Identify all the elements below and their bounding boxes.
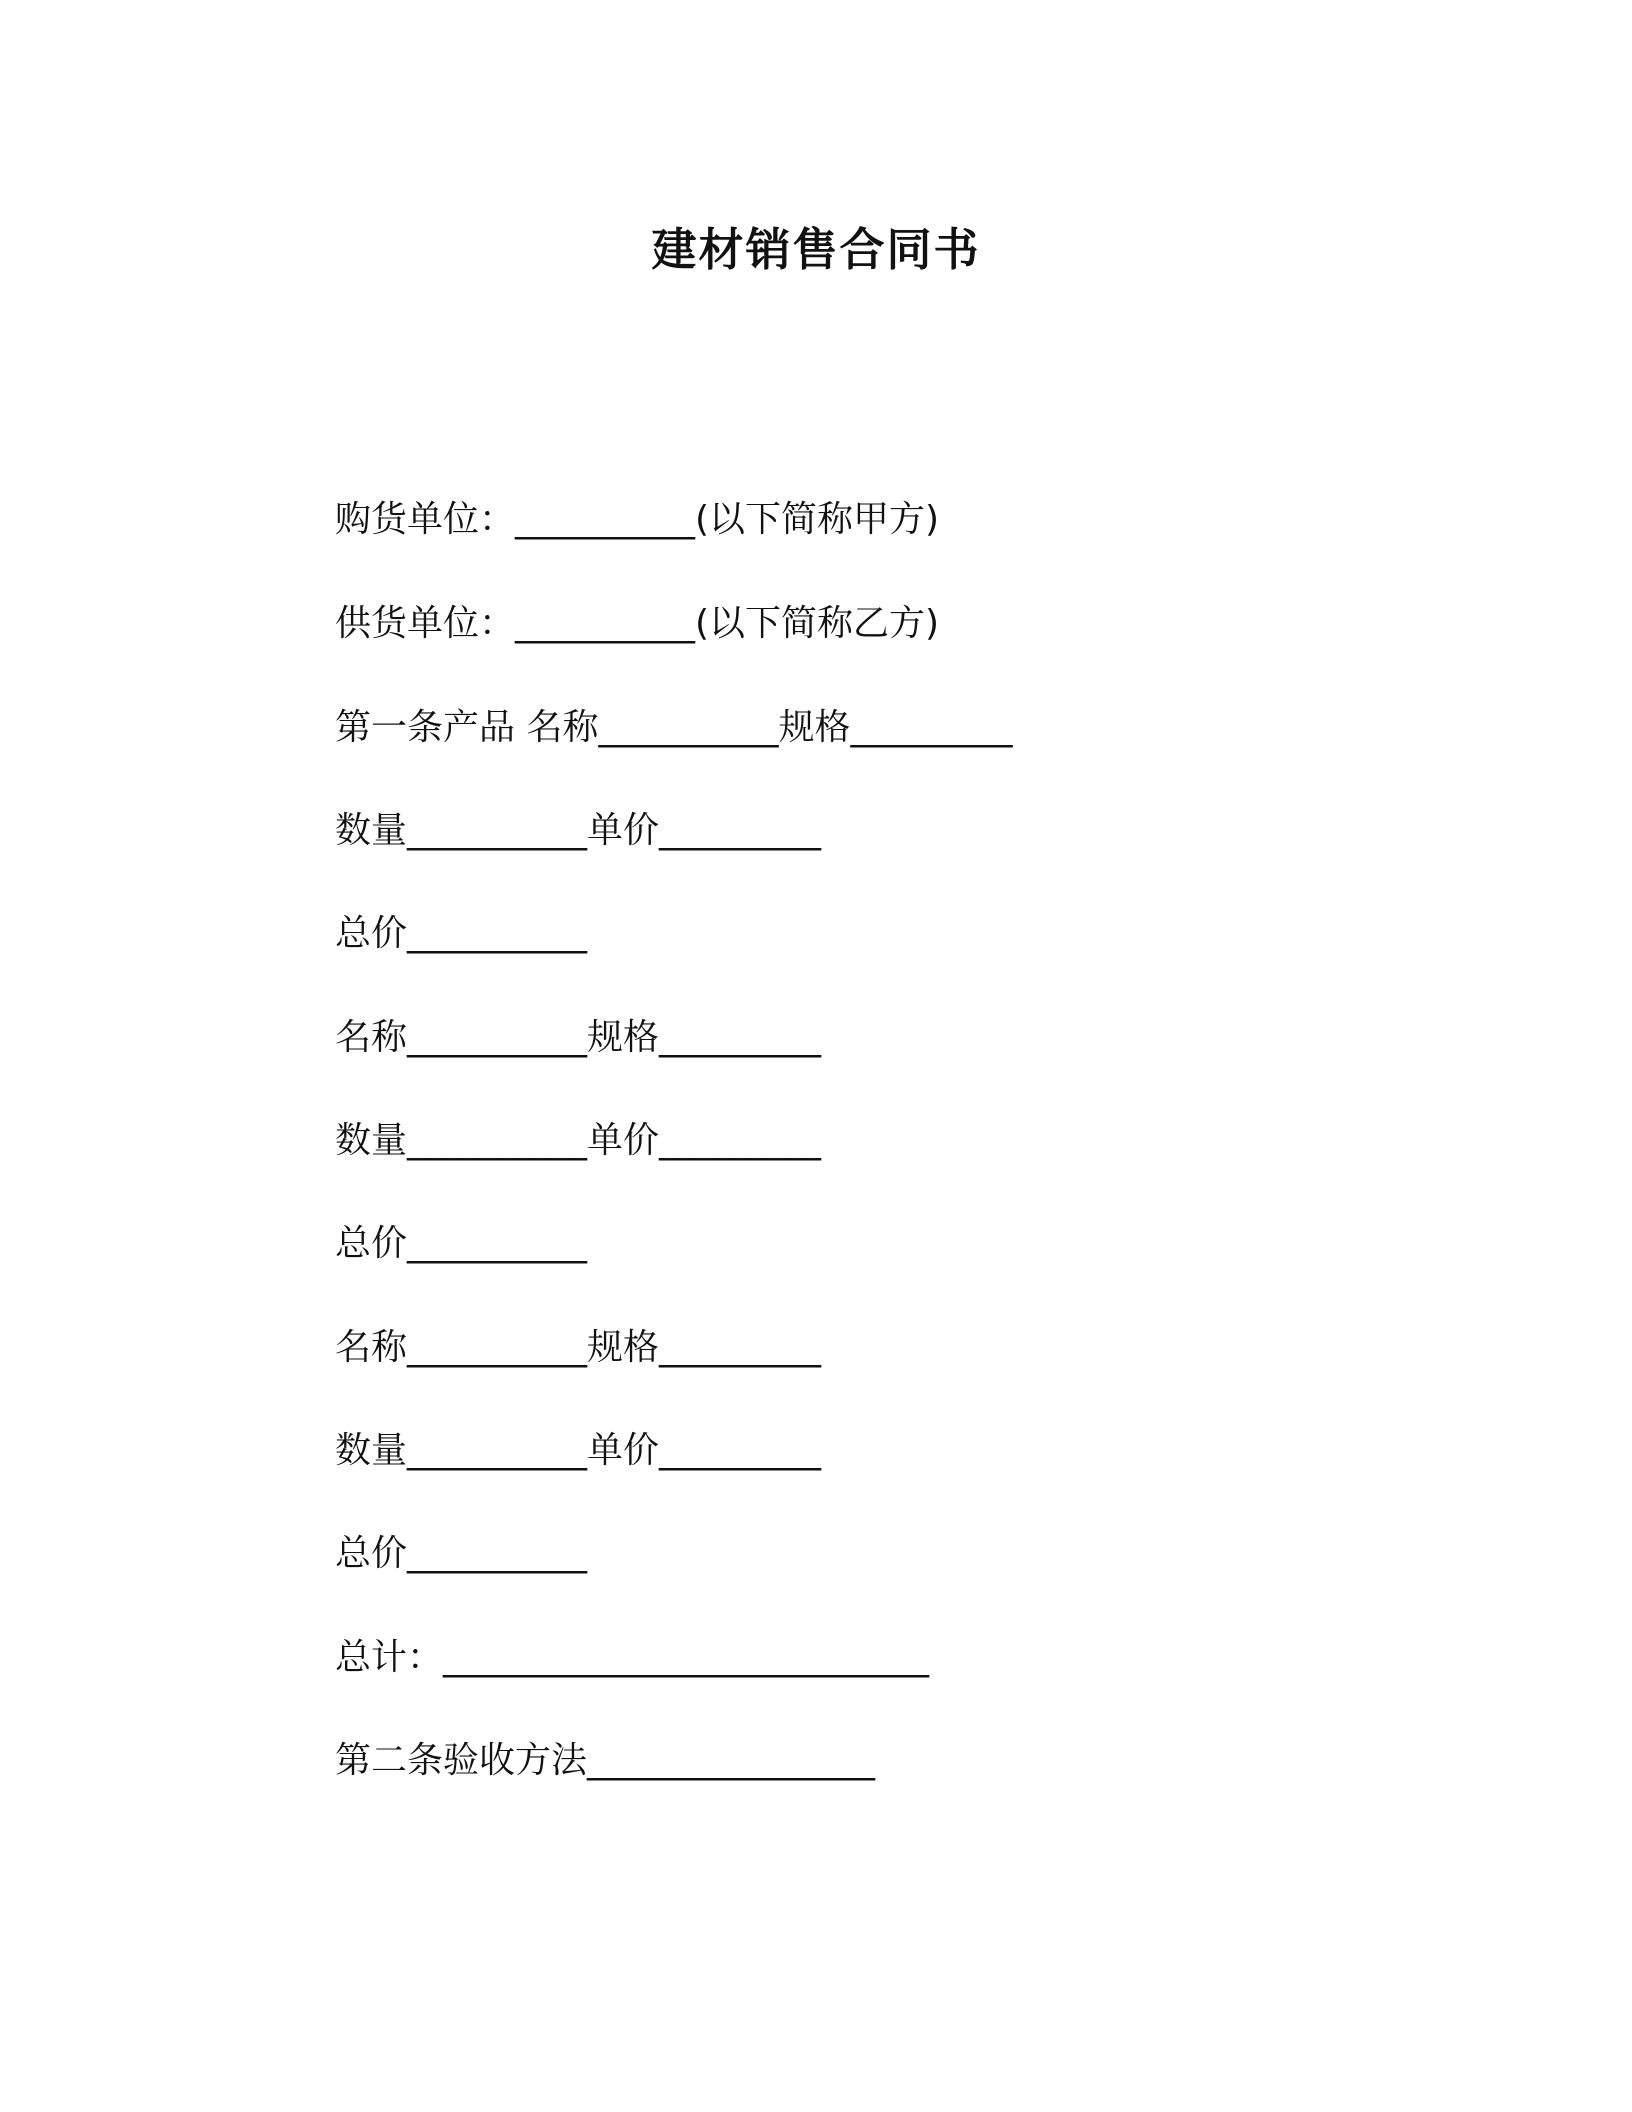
supplier-line: 供货单位：__________(以下简称乙方): [335, 603, 940, 644]
article-2-inspection-line: 第二条验收方法________________: [335, 1740, 876, 1781]
quantity-price-line-2: 数量__________单价_________: [335, 1120, 822, 1161]
article-1-product-line: 第一条产品 名称__________规格_________: [335, 707, 1013, 748]
name-spec-line-3: 名称__________规格_________: [335, 1327, 822, 1368]
quantity-price-line-3: 数量__________单价_________: [335, 1430, 822, 1471]
page-title: 建材销售合同书: [651, 223, 981, 276]
total-price-line-2: 总价__________: [335, 1223, 588, 1264]
name-spec-line-2: 名称__________规格_________: [335, 1017, 822, 1058]
total-price-line-3: 总价__________: [335, 1533, 588, 1574]
total-price-line-1: 总价__________: [335, 913, 588, 954]
buyer-line: 购货单位：__________(以下简称甲方): [335, 499, 940, 540]
quantity-price-line-1: 数量__________单价_________: [335, 810, 822, 851]
grand-total-line: 总计：___________________________: [335, 1637, 930, 1678]
